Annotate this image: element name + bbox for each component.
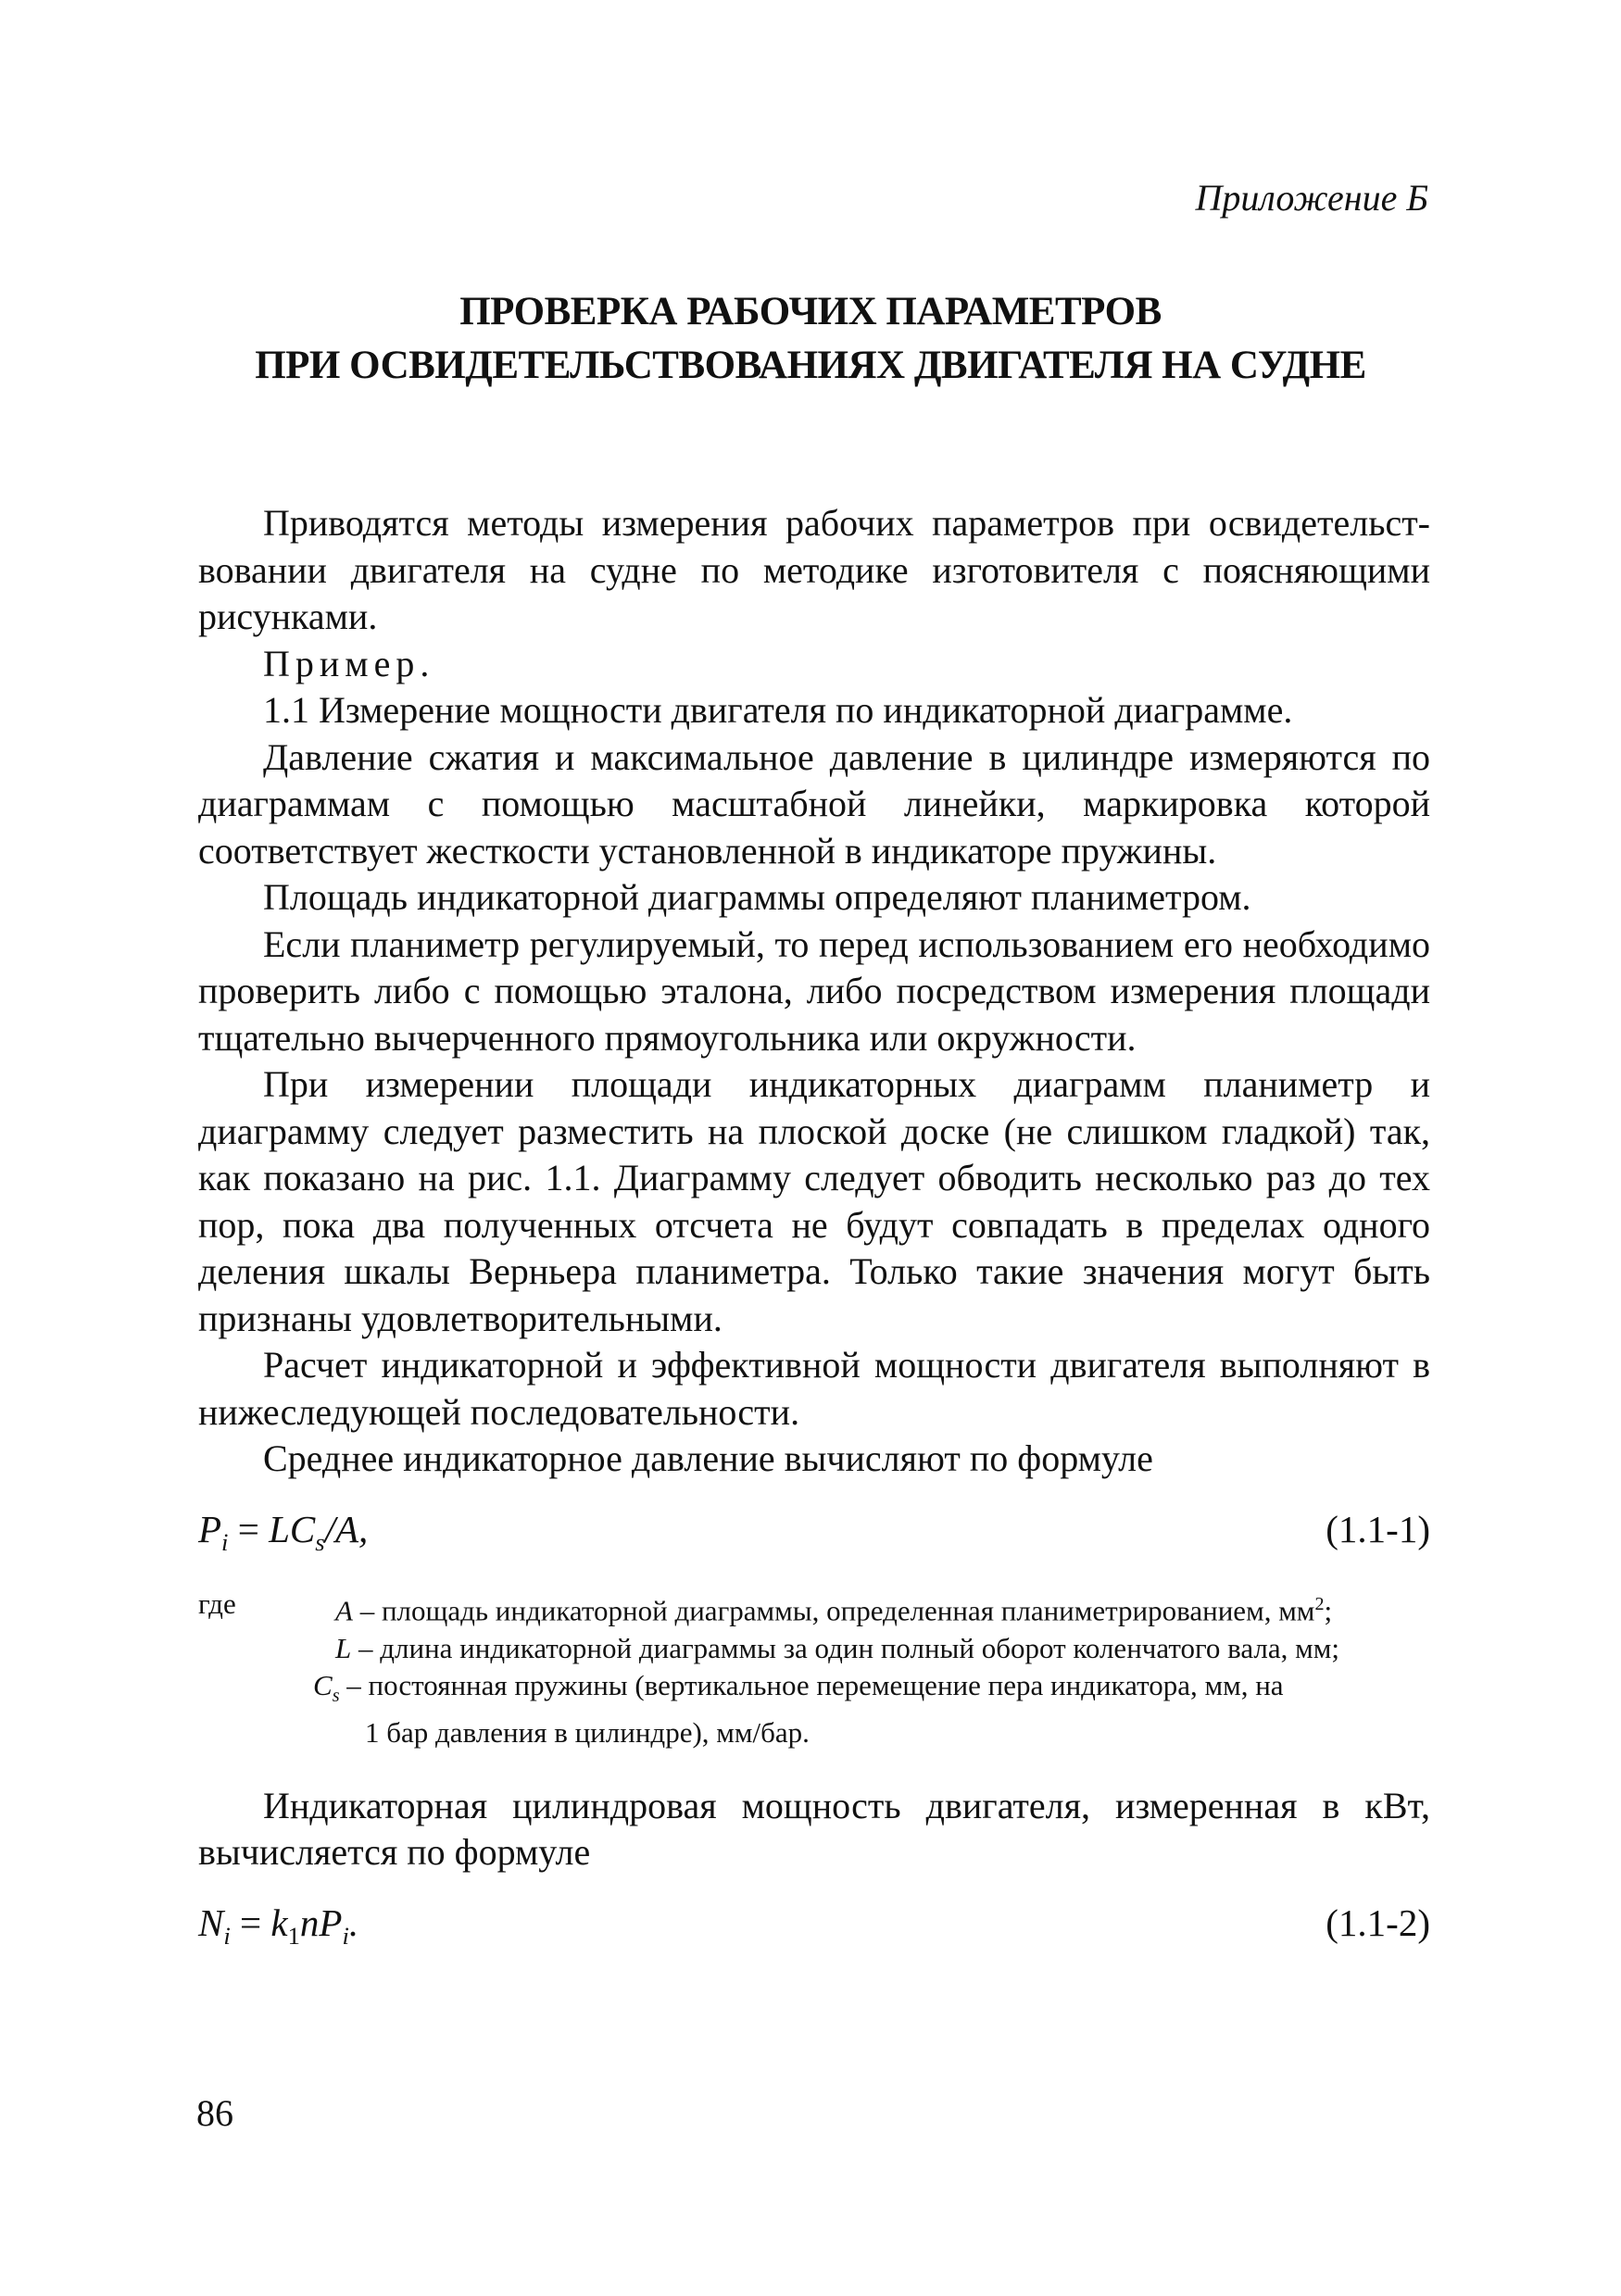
paragraph-planimeter: Площадь индикаторной диаграммы определяют планиметром.	[263, 876, 1251, 918]
definition-cs-continued: 1 бар давления в цилиндре), мм/бар.	[365, 1715, 810, 1749]
document-body	[198, 500, 1430, 1979]
definition-l: L – длина индикаторной диаграммы за один полный оборот коленчатого вала, мм;	[335, 1631, 1339, 1664]
where-label: где	[198, 1587, 236, 1621]
section-heading: 1.1 Измерение мощности двигателя по индикаторной диаграмме.	[263, 689, 1293, 731]
page-number: 86	[196, 2092, 233, 2134]
paragraph-pressure: Давление сжатия и максимальное давление в цилиндре измеряются по диаграммам с помощью масштабной линейки, маркировка которой соответствует жесткости установленной в индикаторе пружины.	[198, 735, 1430, 872]
formula-expression: $P_i = LC_s/A$,	[198, 1507, 369, 1556]
paragraph-indicated-power: Индикаторная цилиндровая мощность двигателя, измеренная в кВт, вычисляется по формуле	[198, 1784, 1430, 1874]
formula-number: (1.1-2)	[1326, 1901, 1430, 1944]
formula-1-1-1	[198, 1506, 1430, 1566]
paragraph-calculation: Расчет индикаторной и эффективной мощности двигателя выполняют в нижеследующей последовательности.	[198, 1344, 1430, 1433]
paragraph-measurement: При измерении площади индикаторных диаграмм планиметр и диаграмму следует разместить на плоской доске (не слишком гладкой) так, как показано на рис. 1.1. Диаграмму следует обводить несколько раз до тех пор, пока два полученных отсчета не будут совпадать в пределах одного деления шкалы Верньера планиметра. Только такие значения могут быть признаны удовлетворительными.	[198, 1063, 1430, 1339]
page-title	[185, 285, 1436, 393]
example-label: Пример.	[263, 642, 435, 684]
intro-paragraph: Приводятся методы измерения рабочих параметров при освидетельствовании двигателя на судне по методике изготовителя с поясняющими рисунками.	[198, 502, 1430, 637]
formula-1-1-2	[198, 1900, 1430, 1960]
title-line-2: ПРИ ОСВИДЕТЕЛЬСТВОВАНИЯХ ДВИГАТЕЛЯ НА СУДНЕ	[255, 344, 1366, 387]
appendix-label: Приложение Б	[1195, 177, 1428, 219]
formula-number: (1.1-1)	[1326, 1507, 1430, 1550]
formula-expression: $N_i = k_1nP_i$.	[198, 1901, 359, 1950]
definition-cs: $C_s$ – постоянная пружины (вертикальное перемещение пера индикатора, мм, на	[313, 1668, 1284, 1706]
variable-definitions	[198, 1586, 1430, 1751]
title-line-1: ПРОВЕРКА РАБОЧИХ ПАРАМЕТРОВ	[459, 290, 1162, 333]
paragraph-calibration: Если планиметр регулируемый, то перед использованием его необходимо проверить либо с помощью эталона, либо посредством измерения площади тщательно вычерченного прямоугольника или окружности.	[198, 922, 1430, 1059]
definition-a: A – площадь индикаторной диаграммы, определенная планиметрированием, $мм^2$;	[335, 1594, 1333, 1627]
paragraph-mean-pressure: Среднее индикаторное давление вычисляют по формуле	[263, 1437, 1153, 1479]
